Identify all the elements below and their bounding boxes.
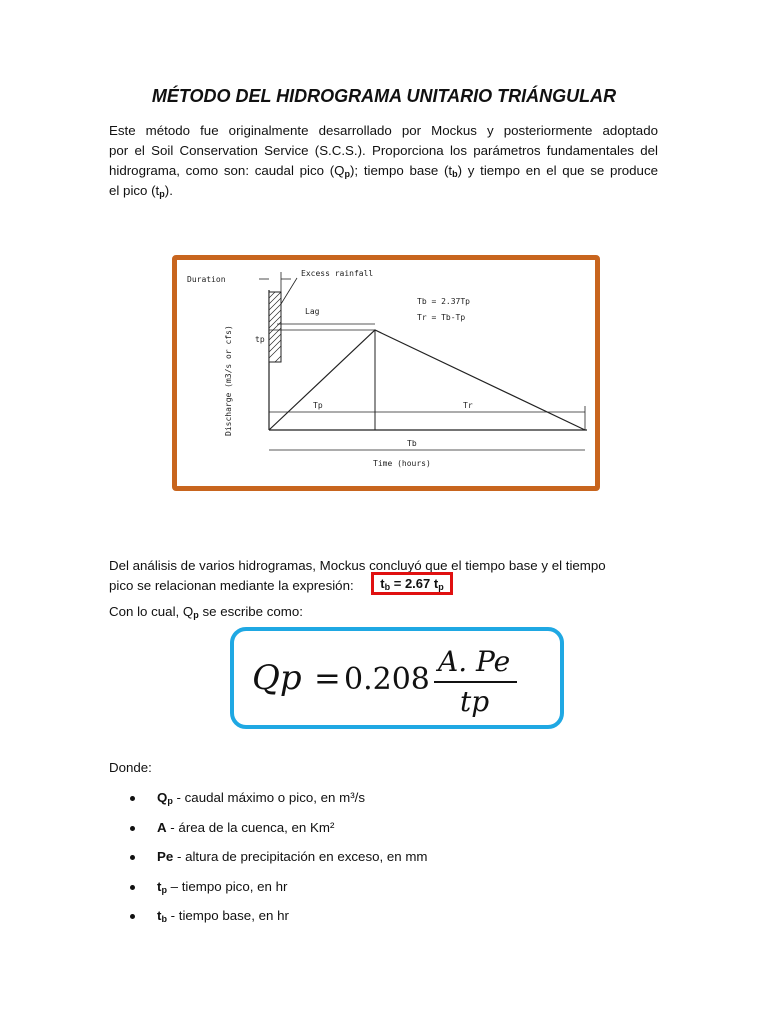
triangular-hydrograph-diagram [177,260,595,486]
variables-list [130,790,428,938]
qp-equation-box [230,627,564,729]
intro-paragraph [109,121,658,201]
eq-denominator: tp [460,685,490,718]
tb-formula-highlight: $t_b = 2.67$ $t_p$ [371,572,453,595]
list-item: $t_p$ – tiempo pico, en hr [130,879,428,909]
list-item: $t_b$ - tiempo base, en hr [130,908,428,938]
intro-line-3: hidrograma, como son: caudal pico $(Q_p)$; tiempo base $(t_b)$ y tiempo en el que se produce [109,163,658,179]
list-item: Pe - altura de precipitación en exceso, en mm [130,849,428,879]
relation-line-2: pico se relacionan mediante la expresión: [109,578,354,593]
relation-line-1: Del análisis de varios hidrogramas, Mockus concluyó que el tiempo base y el tiempo [109,558,606,573]
duration-label: Duration [187,275,226,284]
eq-lhs: Qp [252,658,302,698]
tr-equation: Tr = Tb-Tp [417,313,466,322]
tb-span-label: Tb [407,439,417,448]
list-item: $Q_p$ - caudal máximo o pico, en m³/s [130,790,428,820]
intro-line-4: el pico $(t_p)$. [109,183,173,199]
eq-numerator: A. Pe [438,645,511,678]
hydrograph-triangle [269,330,585,430]
eq-coefficient: 0.208 [344,662,430,697]
list-item: A - área de la cuenca, en Km² [130,820,428,850]
hydrograph-figure [172,255,600,491]
donde-label: Donde: [109,760,152,775]
tr-span-label: Tr [463,401,473,410]
tp-span-label: Tp [313,401,323,410]
intro-line-1: Este método fue originalmente desarrollado por Mockus y posteriormente adoptado [109,123,658,138]
excess-rainfall-label: Excess rainfall [301,269,374,278]
qp-intro-line: Con lo cual, $Q_p$ se escribe como: [109,604,303,620]
tp-axis-label: tp [255,335,265,344]
lag-label: Lag [305,307,320,316]
qp-equation [234,631,560,725]
tb-equation: Tb = 2.37Tp [417,297,470,306]
discharge-axis-label: Discharge (m3/s or cfs) [224,325,233,436]
intro-line-2: por el Soil Conservation Service (S.C.S.). Proporciona los parámetros fundamentales del [109,143,658,158]
page-title: MÉTODO DEL HIDROGRAMA UNITARIO TRIÁNGULAR [151,86,617,106]
time-axis-label: Time (hours) [373,459,431,468]
eq-equals: = [314,659,341,697]
